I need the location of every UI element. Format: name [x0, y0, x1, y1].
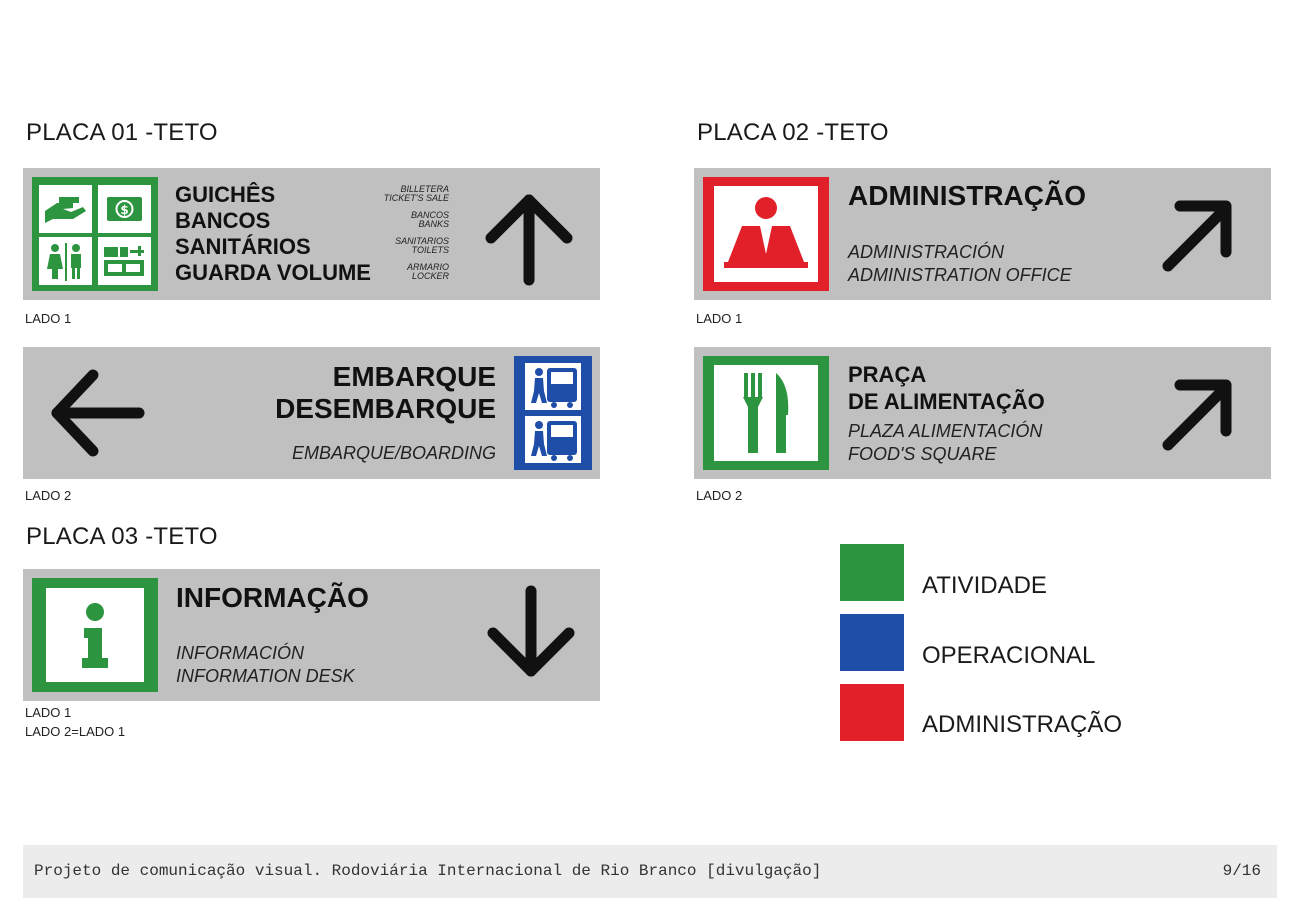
sub-line: LOCKER — [411, 271, 449, 281]
sign-01-side-2-main — [275, 361, 496, 425]
food-court-sub — [848, 420, 1042, 466]
sign-01-main-lines — [175, 182, 371, 286]
sign-03 — [23, 569, 600, 701]
administration-sub — [848, 241, 1072, 287]
footer-caption: Projeto de comunicação visual. Rodoviária Internacional de Rio Branco [divulgação] — [34, 862, 822, 880]
arrow-up-icon — [479, 186, 579, 286]
arrow-down-icon — [481, 585, 581, 685]
color-legend — [840, 544, 1150, 744]
information-icon-panel — [32, 578, 158, 692]
sub-line: BANKS — [418, 219, 449, 229]
information-sub — [176, 642, 355, 688]
arrow-up-right-icon — [1156, 194, 1240, 278]
sub-line: TOILETS — [411, 245, 449, 255]
food-court-title — [848, 361, 1045, 415]
main-line-guarda-volume: GUARDA VOLUME — [175, 260, 371, 285]
legend-swatch-operacional — [840, 614, 904, 671]
money-hand-icon — [39, 185, 92, 233]
arrow-up-right-icon — [1156, 373, 1240, 457]
main-line-sanitarios: SANITÁRIOS — [175, 234, 311, 259]
sub-line: SANITARIOS — [395, 236, 449, 246]
sub-line: ARMARIO — [406, 262, 449, 272]
sign-02-side-2 — [694, 347, 1271, 479]
administration-title: ADMINISTRAÇÃO — [848, 180, 1086, 211]
main-line-bancos: BANCOS — [175, 208, 271, 233]
boarding-sub-label: EMBARQUE/BOARDING — [291, 443, 496, 463]
legend-label-atividade: ATIVIDADE — [922, 572, 1047, 599]
page-number: 9/16 — [1222, 862, 1261, 880]
sign-01-side-1 — [23, 168, 600, 300]
bus-boarding-icon — [525, 416, 581, 463]
legend-label-administracao: ADMINISTRAÇÃO — [922, 711, 1123, 738]
placa-01-title: PLACA 01 -TETO — [26, 119, 218, 146]
sub-line: BILLETERA — [400, 184, 449, 194]
lado-label: LADO 1 — [25, 705, 72, 720]
food-court-title-line-2: DE ALIMENTAÇÃO — [848, 389, 1045, 414]
administration-icon-panel — [703, 177, 829, 291]
cutlery-icon — [714, 365, 818, 461]
information-sub-es: INFORMACIÓN — [176, 643, 304, 663]
sign-01-sub-lines — [363, 185, 449, 289]
svg-text:$: $ — [120, 203, 129, 217]
information-icon — [46, 588, 144, 682]
lado-labels — [25, 703, 125, 741]
legend-swatch-administracao — [840, 684, 904, 741]
arrow-left-icon — [45, 365, 145, 461]
administration-sub-es: ADMINISTRACIÓN — [848, 242, 1005, 262]
currency-icon — [98, 185, 151, 233]
lado-label: LADO 2=LADO 1 — [25, 724, 126, 739]
sub-line: BANCOS — [410, 210, 449, 220]
sign-02-side-1 — [694, 168, 1271, 300]
operational-icon-panel — [514, 356, 592, 470]
administration-person-icon — [714, 186, 818, 282]
bus-boarding-icon — [525, 363, 581, 410]
information-sub-en: INFORMATION DESK — [176, 666, 355, 686]
sub-line: TICKET'S SALE — [383, 193, 449, 203]
administration-sub-en: ADMINISTRATION OFFICE — [848, 265, 1072, 285]
footer-bar — [23, 845, 1277, 898]
activity-icon-panel — [32, 177, 158, 291]
sign-01-side-2 — [23, 347, 600, 479]
lado-label: LADO 2 — [25, 488, 72, 503]
toilets-icon — [39, 237, 92, 285]
desembarque-label: DESEMBARQUE — [275, 393, 496, 424]
food-icon-panel — [703, 356, 829, 470]
lado-label: LADO 1 — [25, 311, 72, 326]
placa-03-title: PLACA 03 -TETO — [26, 523, 218, 550]
locker-icon — [98, 237, 151, 285]
lado-label: LADO 1 — [696, 311, 743, 326]
main-line-guiches: GUICHÊS — [175, 182, 276, 207]
legend-swatch-atividade — [840, 544, 904, 601]
lado-label: LADO 2 — [696, 488, 743, 503]
legend-label-operacional: OPERACIONAL — [922, 642, 1096, 669]
food-court-title-line-1: PRAÇA — [848, 362, 927, 387]
placa-02-title: PLACA 02 -TETO — [697, 119, 889, 146]
information-title: INFORMAÇÃO — [176, 582, 369, 613]
embarque-label: EMBARQUE — [332, 361, 496, 392]
food-court-sub-es: PLAZA ALIMENTACIÓN — [848, 421, 1043, 441]
food-court-sub-en: FOOD'S SQUARE — [848, 444, 997, 464]
